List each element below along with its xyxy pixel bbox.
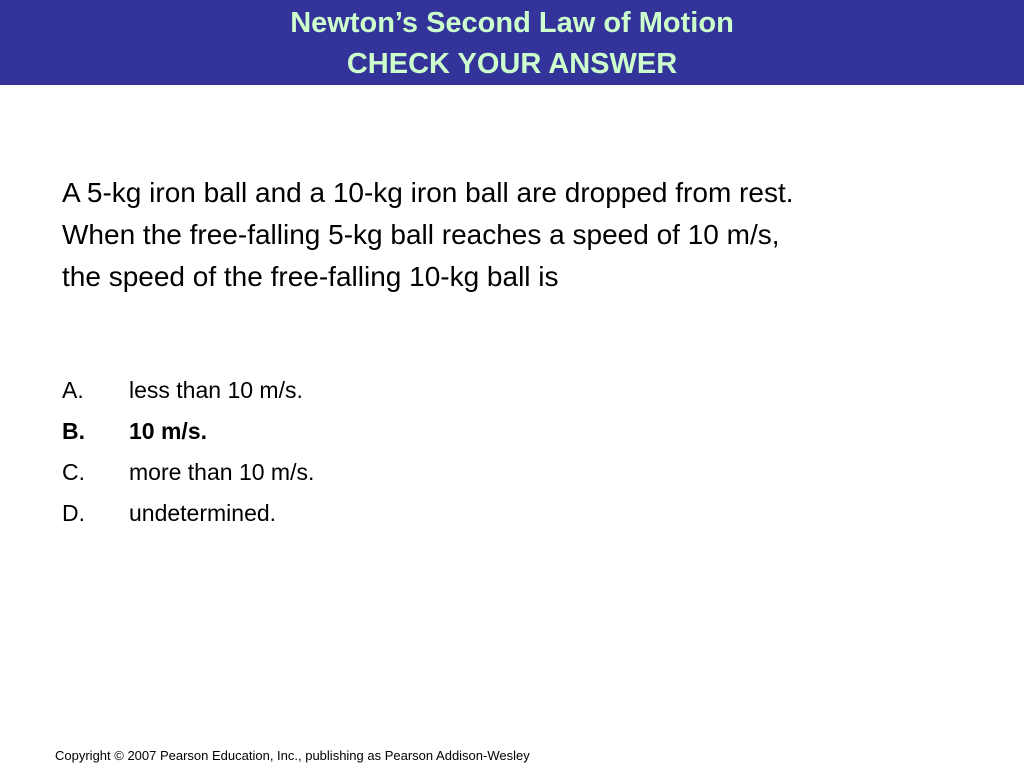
option-d-letter: D. [62, 500, 85, 526]
slide-subtitle: CHECK YOUR ANSWER [346, 48, 678, 80]
option-d-text: undetermined. [129, 500, 277, 526]
question-line-2: When the free-falling 5-kg ball reaches a speed of 10 m/s, [62, 219, 780, 250]
option-d [62, 495, 662, 536]
title-banner [0, 0, 1024, 85]
option-a-letter: A. [62, 377, 84, 403]
option-c [62, 454, 662, 495]
option-c-text: more than 10 m/s. [129, 459, 315, 485]
option-c-letter: C. [62, 459, 85, 485]
slide-title: Newton’s Second Law of Motion [290, 7, 734, 39]
question-line-3: the speed of the free-falling 10-kg ball is [62, 261, 559, 292]
option-b-letter: B. [62, 418, 85, 444]
question-text [62, 172, 992, 298]
option-b-text: 10 m/s. [129, 418, 207, 444]
option-a [62, 372, 662, 413]
answer-options [62, 372, 662, 536]
option-b-correct [62, 413, 662, 454]
question-line-1: A 5-kg iron ball and a 10-kg iron ball are dropped from rest. [62, 177, 794, 208]
option-a-text: less than 10 m/s. [129, 377, 303, 403]
copyright-footer: Copyright © 2007 Pearson Education, Inc., publishing as Pearson Addison-Wesley [55, 748, 530, 763]
